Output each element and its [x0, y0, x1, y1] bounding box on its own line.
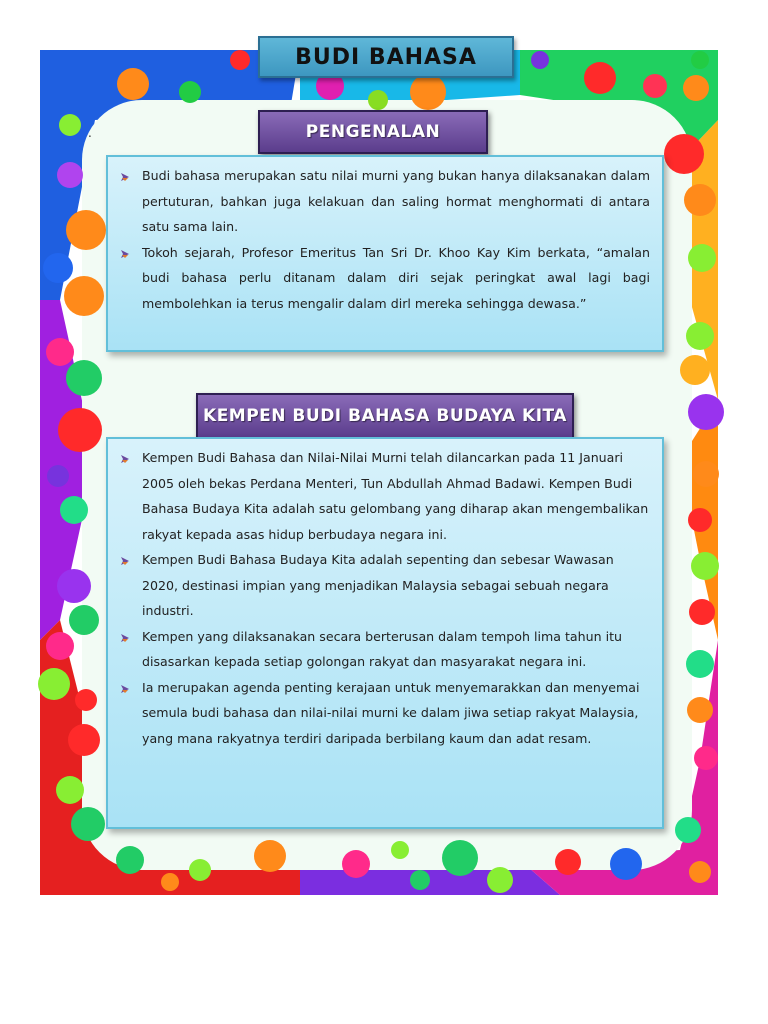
- list-item: Tokoh sejarah, Profesor Emeritus Tan Sri Dr. Khoo Kay Kim berkata, “amalan budi bahasa perlu ditanam dalam diri sejak peringkat awal lagi bagi membolehkan ia terus mengalir dalam dirl mereka sehingga dewasa.”: [142, 240, 650, 317]
- decor-shape: [47, 465, 69, 487]
- decor-shape: [116, 846, 144, 874]
- decor-shape: [610, 848, 642, 880]
- page-title: BUDI BAHASA: [295, 44, 477, 70]
- decor-shape: [57, 162, 83, 188]
- decor-shape: [56, 776, 84, 804]
- decor-shape: [58, 408, 102, 452]
- decor-shape: [687, 697, 713, 723]
- decor-shape: [117, 68, 149, 100]
- decor-shape: [68, 724, 100, 756]
- decor-shape: [75, 689, 97, 711]
- list-item: Kempen Budi Bahasa Budaya Kita adalah sepenting dan sebesar Wawasan 2020, destinasi impian yang menjadikan Malaysia sebagai sebuah negara industri.: [142, 547, 650, 624]
- section-header-pengenalan: [258, 110, 488, 154]
- decor-shape: [59, 114, 81, 136]
- decor-shape: [66, 210, 106, 250]
- decor-shape: [410, 74, 446, 110]
- decor-shape: [675, 817, 701, 843]
- content-box-kempen: [106, 437, 664, 829]
- decor-shape: [694, 746, 718, 770]
- decor-shape: [368, 90, 388, 110]
- decor-shape: [179, 81, 201, 103]
- bullet-list: [142, 163, 650, 316]
- decor-shape: [684, 184, 716, 216]
- decor-shape: [688, 244, 716, 272]
- decor-shape: [584, 62, 616, 94]
- decor-shape: [230, 50, 250, 70]
- list-item: Budi bahasa merupakan satu nilai murni yang bukan hanya dilaksanakan dalam pertuturan, bahkan juga kelakuan dan saling hormat menghormati di antara satu sama lain.: [142, 163, 650, 240]
- decor-shape: [254, 840, 286, 872]
- decor-shape: [686, 650, 714, 678]
- decor-shape: [487, 867, 513, 893]
- decor-shape: [43, 253, 73, 283]
- section-heading: KEMPEN BUDI BAHASA BUDAYA KITA: [203, 406, 567, 426]
- content-box-pengenalan: [106, 155, 664, 352]
- bullet-arrow-icon: [120, 684, 130, 694]
- decor-shape: [643, 74, 667, 98]
- bullet-arrow-icon: [120, 454, 130, 464]
- bullet-list: [142, 445, 650, 751]
- decor-shape: [71, 807, 105, 841]
- decor-shape: [342, 850, 370, 878]
- bullet-arrow-icon: [120, 556, 130, 566]
- title-banner: [258, 36, 514, 78]
- decor-shape: [680, 355, 710, 385]
- decor-shape: [442, 840, 478, 876]
- decor-shape: [391, 841, 409, 859]
- decor-shape: [60, 496, 88, 524]
- decor-shape: [688, 508, 712, 532]
- decor-shape: [189, 859, 211, 881]
- list-item: Kempen Budi Bahasa dan Nilai-Nilai Murni telah dilancarkan pada 11 Januari 2005 oleh bekas Perdana Menteri, Tun Abdullah Ahmad Badawi. Kempen Budi Bahasa Budaya Kita adalah satu gelombang yang diharap akan mengembalikan rakyat kepada asas hidup berbudaya negara ini.: [142, 445, 650, 547]
- decor-shape: [691, 51, 709, 69]
- bullet-arrow-icon: [120, 172, 130, 182]
- decor-shape: [57, 569, 91, 603]
- decor-shape: [410, 870, 430, 890]
- decor-shape: [689, 861, 711, 883]
- decor-shape: [64, 276, 104, 316]
- decor-shape: [683, 75, 709, 101]
- decor-shape: [693, 461, 719, 487]
- bullet-arrow-icon: [120, 633, 130, 643]
- decor-shape: [531, 51, 549, 69]
- list-item: Kempen yang dilaksanakan secara berterusan dalam tempoh lima tahun itu disasarkan kepada setiap golongan rakyat dan masyarakat negara ini.: [142, 624, 650, 675]
- decor-shape: [69, 605, 99, 635]
- section-header-kempen: [196, 393, 574, 439]
- decor-shape: [691, 552, 719, 580]
- section-heading: PENGENALAN: [305, 122, 441, 142]
- decor-shape: [66, 360, 102, 396]
- decor-shape: [688, 394, 724, 430]
- decor-shape: [686, 322, 714, 350]
- list-item: Ia merupakan agenda penting kerajaan untuk menyemarakkan dan menyemai semula budi bahasa dan nilai-nilai murni ke dalam jiwa setiap rakyat Malaysia, yang mana rakyatnya terdiri daripada berbilang kaum dan adat resam.: [142, 675, 650, 752]
- decor-shape: [555, 849, 581, 875]
- decor-shape: [38, 668, 70, 700]
- decor-shape: [689, 599, 715, 625]
- decor-shape: [46, 632, 74, 660]
- stray-mark: .: [88, 126, 92, 140]
- decor-shape: [46, 338, 74, 366]
- decor-shape: [161, 873, 179, 891]
- bullet-arrow-icon: [120, 249, 130, 259]
- decor-shape: [664, 134, 704, 174]
